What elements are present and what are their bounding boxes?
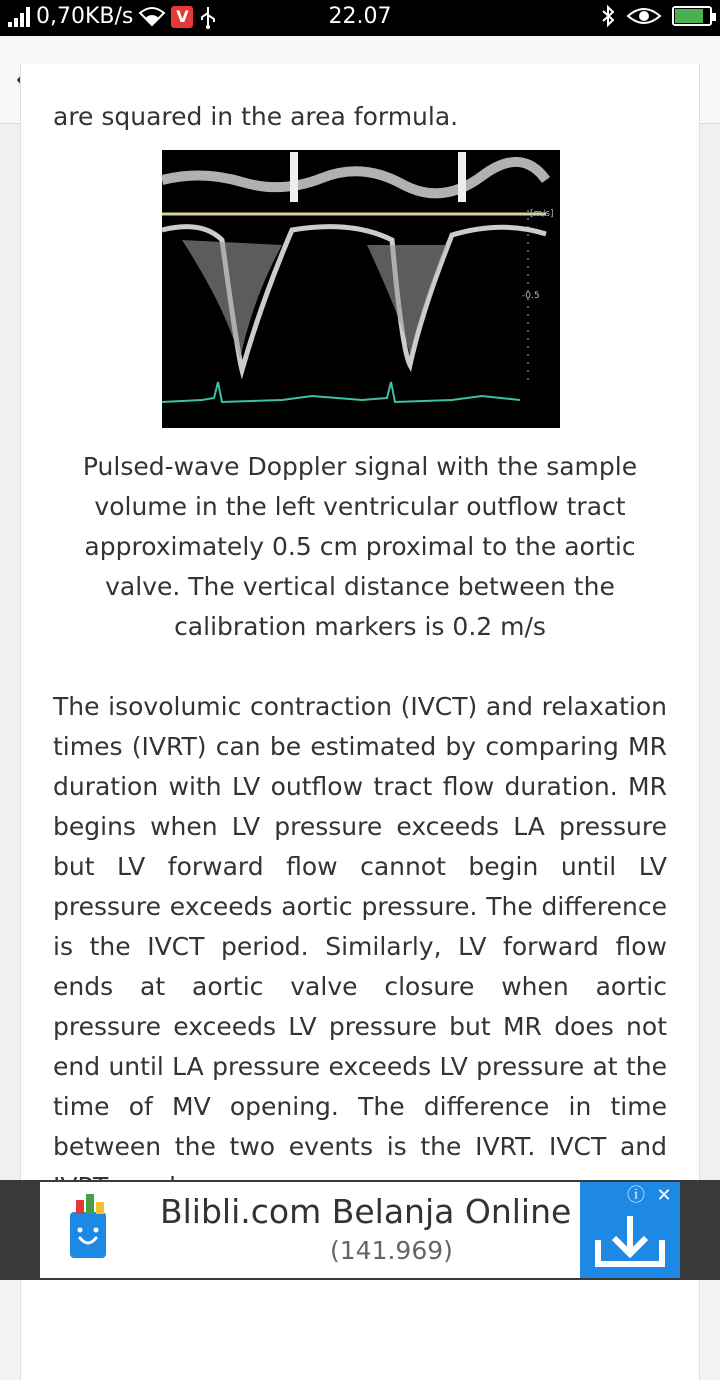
clock: 22.07: [328, 4, 392, 29]
doppler-signal-image: [162, 150, 560, 428]
status-bar: [0, 0, 720, 36]
battery-icon: [672, 6, 712, 26]
app-notification-icon: V: [171, 6, 193, 28]
ad-review-count: (141.969): [330, 1236, 453, 1265]
ad-info-icon[interactable]: ⓘ: [627, 1185, 645, 1206]
shopping-bag-icon: [40, 1182, 140, 1278]
article-scroll-area[interactable]: [0, 102, 720, 1180]
network-speed: 0,70KB/s: [36, 4, 134, 29]
ad-close-icon[interactable]: ✕: [656, 1185, 672, 1206]
article-paragraph: The isovolumic contraction (IVCT) and relaxation times (IVRT) can be estimated by comparing MR duration with LV outflow tract flow duration. MR begins when LV pressure exceeds LA pressure but LV forward flow cannot begin until LV pressure exceeds aortic pressure. The difference is the IVCT period. Similarly, LV forward flow ends at aortic valve closure when aortic pressure exceeds LV pressure but MR does not end until LA pressure exceeds LV pressure at the time of MV opening. The difference in time between the two events is the IVRT. IVCT and: [53, 692, 667, 1161]
doppler-unit-label: [m/s]: [530, 209, 554, 219]
doppler-tick-label: -0.5: [522, 291, 540, 301]
image-caption: Pulsed-wave Doppler signal with the sample volume in the left ventricular outflow tract approximately 0.5 cm proximal to the aortic valve. The vertical distance between the calibration markers is 0.2 m/s: [82, 452, 638, 641]
ad-download-button[interactable]: [580, 1182, 680, 1278]
eye-icon: [626, 6, 662, 26]
ad-banner[interactable]: [0, 1180, 720, 1280]
ad-content[interactable]: [40, 1182, 680, 1278]
ad-title: Blibli.com Belanja Online: [160, 1192, 572, 1231]
bluetooth-icon: [600, 4, 616, 28]
clipped-text-line: are squared in the area formula.: [53, 102, 459, 131]
